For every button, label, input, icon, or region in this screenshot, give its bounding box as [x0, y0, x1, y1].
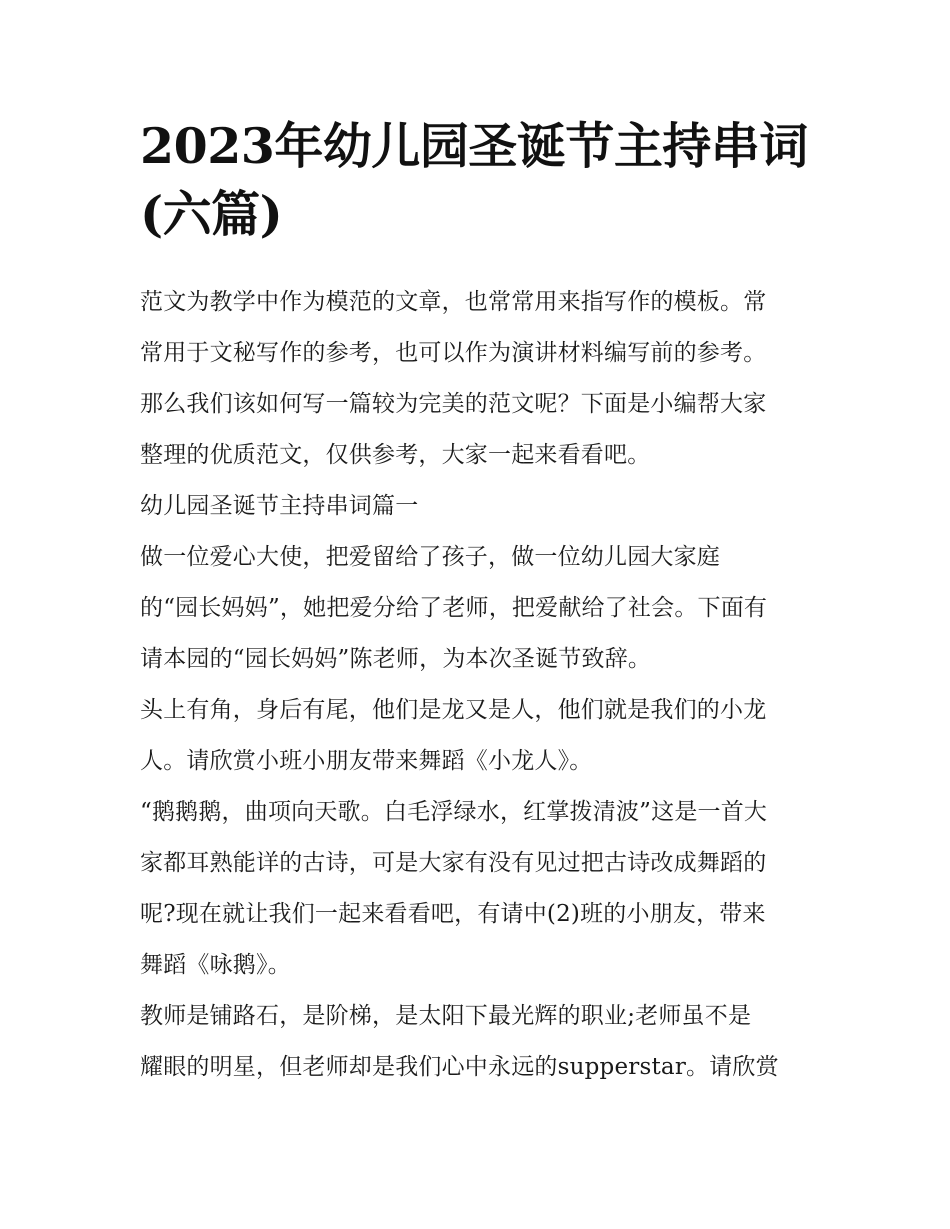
text-line: 整理的优质范文，仅供参考，大家一起来看看吧。 — [140, 442, 651, 468]
document-body — [140, 278, 820, 1094]
text-line: 范文为教学中作为模范的文章，也常常用来指写作的模板。常 — [140, 289, 767, 315]
body-paragraph — [140, 533, 820, 686]
text-line: 的“园长妈妈”，她把爱分给了老师，把爱献给了社会。下面有 — [140, 595, 768, 621]
text-line: 家都耳熟能详的古诗，可是大家有没有见过把古诗改成舞蹈的 — [140, 850, 767, 876]
title-line: (六篇) — [140, 185, 283, 243]
text-line: 那么我们该如何写一篇较为完美的范文呢？下面是小编帮大家 — [140, 391, 767, 417]
body-paragraph — [140, 992, 820, 1094]
text-line: 教师是铺路石，是阶梯，是太阳下最光辉的职业;老师虽不是 — [140, 1003, 752, 1029]
body-paragraph — [140, 686, 820, 788]
text-line: 常用于文秘写作的参考，也可以作为演讲材料编写前的参考。 — [140, 340, 767, 366]
document-title — [140, 112, 820, 248]
title-line: 2023年幼儿园圣诞节主持串词 — [140, 117, 808, 175]
text-line: 耀眼的明星，但老师却是我们心中永远的supperstar。请欣赏 — [140, 1054, 779, 1080]
text-line: 请本园的“园长妈妈”陈老师，为本次圣诞节致辞。 — [140, 646, 652, 672]
text-line: 幼儿园圣诞节主持串词篇一 — [140, 493, 419, 519]
text-line: “鹅鹅鹅，曲项向天歌。白毛浮绿水，红掌拨清波”这是一首大 — [140, 799, 768, 825]
text-line: 呢?现在就让我们一起来看看吧，有请中(2)班的小朋友，带来 — [140, 901, 766, 927]
intro-paragraph — [140, 278, 820, 482]
text-line: 做一位爱心大使，把爱留给了孩子，做一位幼儿园大家庭 — [140, 544, 720, 570]
section-heading — [140, 482, 820, 533]
text-line: 头上有角，身后有尾，他们是龙又是人，他们就是我们的小龙 — [140, 697, 767, 723]
text-line: 人。请欣赏小班小朋友带来舞蹈《小龙人》。 — [140, 748, 593, 774]
body-paragraph — [140, 788, 820, 992]
text-line: 舞蹈《咏鹅》。 — [140, 952, 291, 978]
